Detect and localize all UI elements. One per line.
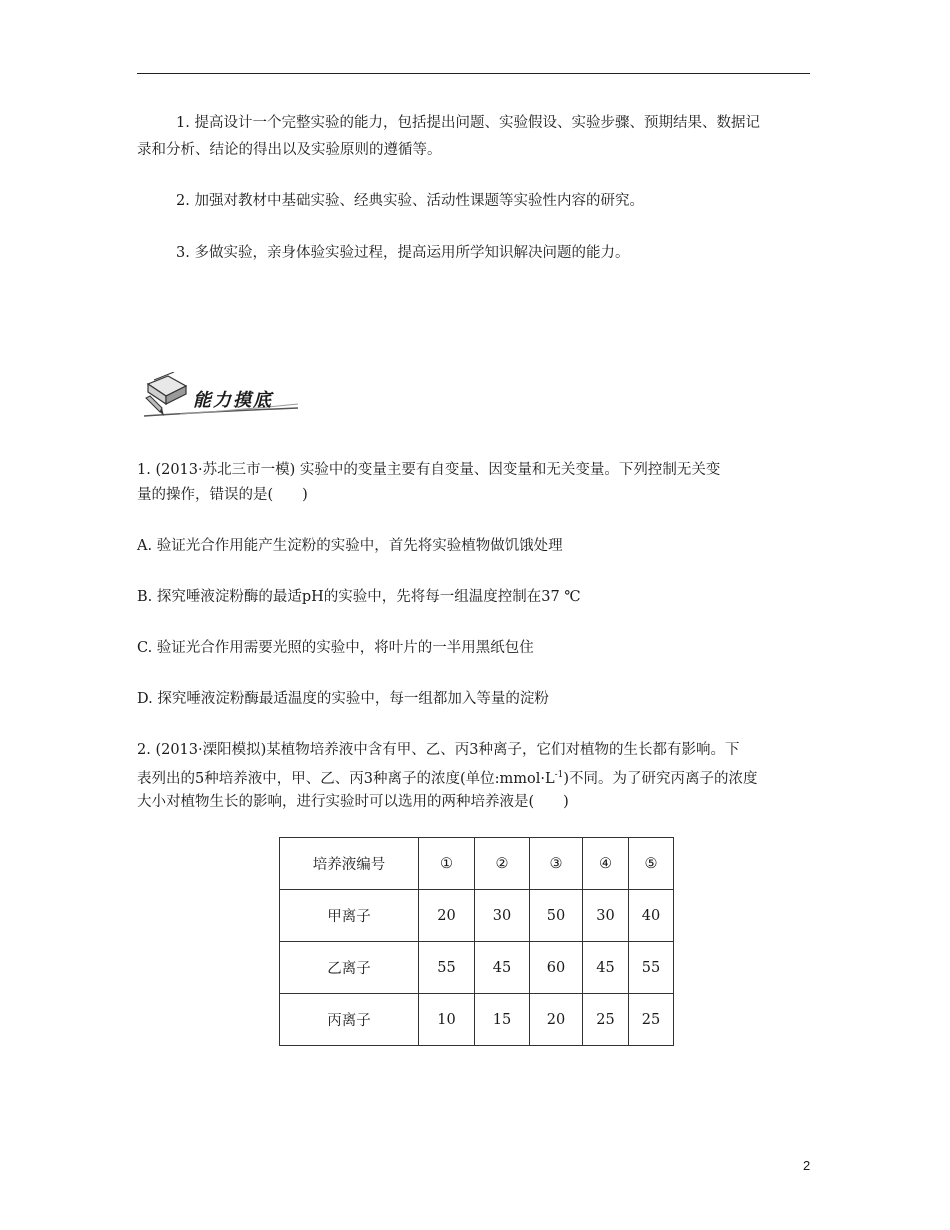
ion-concentration-table [279, 837, 674, 1046]
q1-stem-line-2: 量的操作，错误的是( ) [137, 487, 308, 503]
section-title: 能力摸底 [193, 390, 273, 411]
table-cell: 10 [419, 994, 475, 1046]
table-cell: 25 [583, 994, 629, 1046]
q1-option-b: B. 探究唾液淀粉酶的最适pH的实验中，先将每一组温度控制在37 ℃ [137, 589, 581, 605]
table-cell: 丙离子 [280, 994, 419, 1046]
q2-stem-line-2: 表列出的5种培养液中，甲、乙、丙3种离子的浓度(单位$:mmol\cdot L^{-1}$)不同。为了研究丙离子的浓度 [137, 770, 758, 787]
q1-option-c: C. 验证光合作用需要光照的实验中，将叶片的一半用黑纸包住 [137, 640, 534, 656]
header-rule [137, 73, 810, 74]
table-header-row [280, 838, 674, 890]
q1-option-a: A. 验证光合作用能产生淀粉的实验中，首先将实验植物做饥饿处理 [137, 538, 563, 554]
table-cell: 20 [419, 890, 475, 942]
table-row [280, 942, 674, 994]
table-cell: 25 [629, 994, 674, 1046]
table-row [280, 994, 674, 1046]
table-cell: 乙离子 [280, 942, 419, 994]
table-cell: 20 [530, 994, 583, 1046]
table-cell: 45 [583, 942, 629, 994]
intro-item-2: 2. 加强对教材中基础实验、经典实验、活动性课题等实验性内容的研究。 [176, 193, 644, 209]
table-cell: 50 [530, 890, 583, 942]
table-cell: 55 [419, 942, 475, 994]
table-cell: 15 [475, 994, 530, 1046]
table-cell: 40 [629, 890, 674, 942]
table-cell: 55 [629, 942, 674, 994]
intro-item-1-line-2: 录和分析、结论的得出以及实验原则的遵循等。 [137, 142, 442, 158]
table-cell: 30 [475, 890, 530, 942]
table-cell: 60 [530, 942, 583, 994]
intro-item-1-line-1: 1. 提高设计一个完整实验的能力，包括提出问题、实验假设、实验步骤、预期结果、数据记 [176, 115, 760, 131]
table-header-cell: ③ [530, 838, 583, 890]
intro-item-3: 3. 多做实验，亲身体验实验过程，提高运用所学知识解决问题的能力。 [176, 245, 630, 261]
q2-stem-line-1: 2. (2013·溧阳模拟)某植物培养液中含有甲、乙、丙3种离子，它们对植物的生长都有影响。下 [137, 742, 740, 758]
page-number: 2 [803, 1158, 811, 1173]
table-header-cell: ② [475, 838, 530, 890]
q1-option-d: D. 探究唾液淀粉酶最适温度的实验中，每一组都加入等量的淀粉 [137, 691, 549, 707]
table-cell: 30 [583, 890, 629, 942]
table-cell: 45 [475, 942, 530, 994]
table-header-cell: ① [419, 838, 475, 890]
table-header-cell: 培养液编号 [280, 838, 419, 890]
table-header-cell: ④ [583, 838, 629, 890]
q1-stem-line-1: 1. (2013·苏北三市一模) 实验中的变量主要有自变量、因变量和无关变量。下列控制无关变 [137, 462, 721, 478]
q2-stem-line-3: 大小对植物生长的影响，进行实验时可以选用的两种培养液是( ) [137, 794, 569, 810]
table-header-cell: ⑤ [629, 838, 674, 890]
table-row [280, 890, 674, 942]
table-cell: 甲离子 [280, 890, 419, 942]
